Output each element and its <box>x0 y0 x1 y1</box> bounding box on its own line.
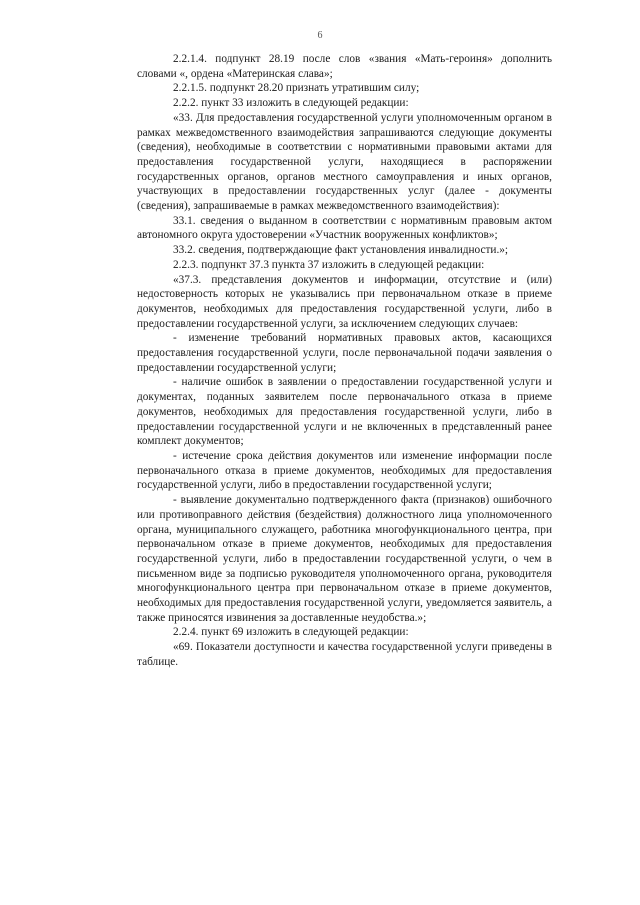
list-item-application-errors: - наличие ошибок в заявлении о предоставлении государственной услуги и документах, поданных заявителем после первоначального отказа в приеме документов, необходимых для предоставления государственной услуги, либо в предоставлении государственной услуги и не включенных в представленный ранее комплект документов; <box>137 376 552 448</box>
list-item-document-expiry: - истечение срока действия документов или изменение информации после первоначального отказа в приеме документов, необходимых для предоставления государственной услуги, либо в предоставлении государственной услуги; <box>137 449 552 492</box>
paragraph-69: «69. Показатели доступности и качества государственной услуги приведены в таблице. <box>137 641 552 668</box>
paragraph-37-3: «37.3. представления документов и информации, отсутствие и (или) недостоверность которых не указывались при первоначальном отказе в приеме документов, необходимых для предоставления государственной услуги, либо в предоставлении государственной услуги, за исключением следующих случаев: <box>137 273 552 330</box>
paragraph-2-2-1-4: 2.2.1.4. подпункт 28.19 после слов «звания «Мать-героиня» дополнить словами «, ордена «Материнская слава»; <box>137 53 552 80</box>
paragraph-33-2: 33.2. сведения, подтверждающие факт установления инвалидности.»; <box>173 244 509 257</box>
list-item-requirements-change: - изменение требований нормативных правовых актов, касающихся предоставления государственной услуги, после первоначальной подачи заявления о предоставлении государственной услуги; <box>137 332 552 374</box>
paragraph-33-1: 33.1. сведения о выданном в соответствии с нормативным правовым актом автономного округа удостоверении «Участник вооруженных конфликтов»; <box>137 214 552 242</box>
list-item-official-misconduct: - выявление документально подтвержденного факта (признаков) ошибочного или противоправного действия (бездействия) должностного лица уполномоченного органа, муниципального служащего, работника многофункционального центра, при первоначальном отказе в приеме документов, необходимых для предоставления государственной услуги, либо в предоставлении государственной услуги, о чем в письменном виде за подписью руководителя уполномоченного органа, руководителя многофункционального центра при первоначальном отказе в приеме документов, необходимых для предоставления государственной услуги, уведомляется заявитель, а также приносятся извинения за доставленные неудобства.»; <box>137 494 552 624</box>
page-number: 6 <box>317 30 323 41</box>
paragraph-2-2-2: 2.2.2. пункт 33 изложить в следующей редакции: <box>173 97 409 110</box>
paragraph-2-2-1-5: 2.2.1.5. подпункт 28.20 признать утратившим силу; <box>173 82 420 95</box>
paragraph-2-2-3: 2.2.3. подпункт 37.3 пункта 37 изложить в следующей редакции: <box>173 258 485 271</box>
paragraph-33: «33. Для предоставления государственной услуги уполномоченным органом в рамках межведомственного взаимодействия запрашиваются следующие документы (сведения), необходимые в соответствии с нормативными правовыми актами для предоставления государственной услуги, находящиеся в распоряжении государственных органов, органов местного самоуправления и иных органов, участвующих в предоставлении государственных услуг (далее - документы (сведения), запрашиваемые в рамках межведомственного взаимодействия): <box>137 111 552 213</box>
paragraph-2-2-4: 2.2.4. пункт 69 изложить в следующей редакции: <box>173 626 409 639</box>
document-text <box>137 52 552 670</box>
